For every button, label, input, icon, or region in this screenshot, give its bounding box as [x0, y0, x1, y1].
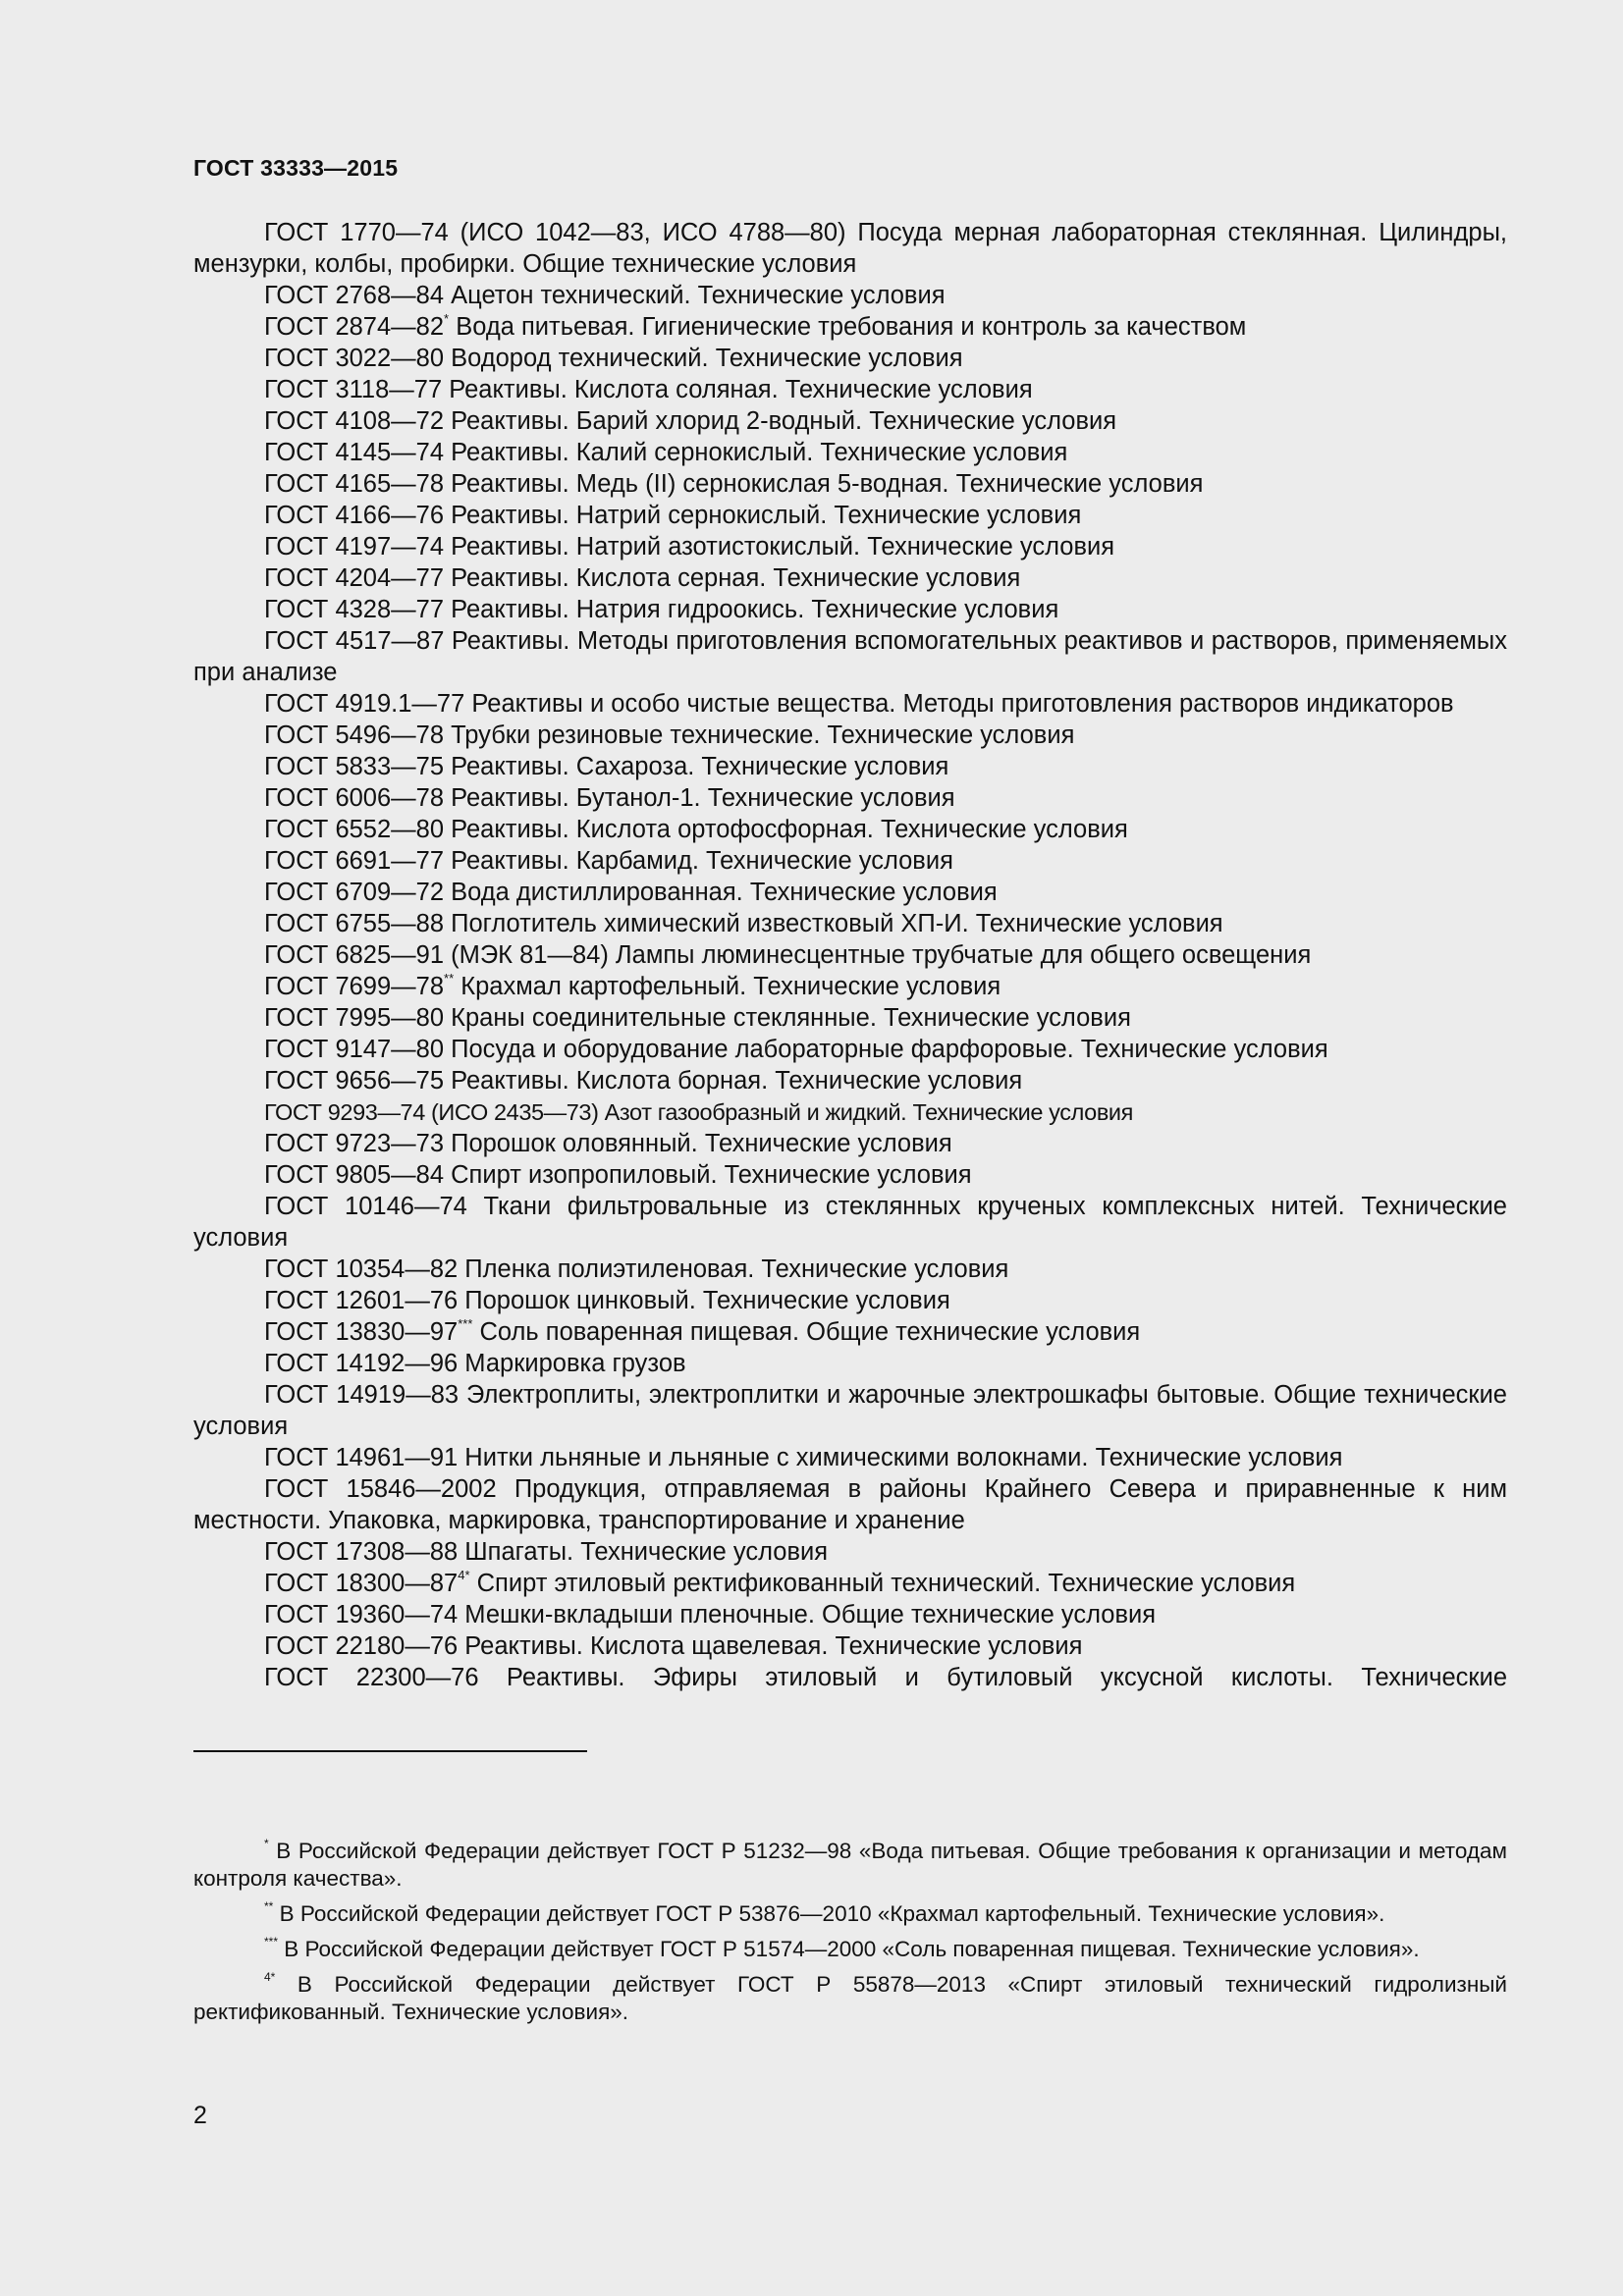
reference-item: ГОСТ 14192—96 Маркировка грузов	[264, 1350, 686, 1377]
footnotes	[193, 1838, 1507, 2034]
page-title: ГОСТ 33333—2015	[193, 155, 399, 181]
reference-item: ГОСТ 4919.1—77 Реактивы и особо чистые вещества. Методы приготовления растворов индикаторов	[264, 690, 1454, 718]
footnote-text: В Российской Федерации действует ГОСТ Р 51574—2000 «Соль поваренная пищевая. Технические условия».	[278, 1937, 1420, 1961]
footnote-text: В Российской Федерации действует ГОСТ Р 53876—2010 «Крахмал картофельный. Технические условия».	[273, 1901, 1385, 1926]
reference-code: ГОСТ 2874—82	[264, 313, 445, 341]
footnote	[193, 1936, 1507, 1963]
footnote-marker: *	[444, 311, 450, 326]
reference-item: ГОСТ 9656—75 Реактивы. Кислота борная. Технические условия	[264, 1067, 1023, 1095]
reference-item: ГОСТ 4108—72 Реактивы. Барий хлорид 2-водный. Технические условия	[264, 407, 1117, 435]
footnote	[193, 1900, 1507, 1928]
footnote	[193, 1838, 1507, 1893]
reference-item: ГОСТ 12601—76 Порошок цинковый. Технические условия	[264, 1287, 950, 1314]
reference-item: ГОСТ 6825—91 (МЭК 81—84) Лампы люминесцентные трубчатые для общего освещения	[264, 941, 1312, 969]
reference-title: Вода питьевая. Гигиенические требования и контроль за качеством	[449, 313, 1247, 341]
footnote-marker: **	[264, 1899, 274, 1913]
reference-item: ГОСТ 14961—91 Нитки льняные и льняные с химическими волокнами. Технические условия	[264, 1444, 1343, 1471]
reference-item: ГОСТ 4204—77 Реактивы. Кислота серная. Технические условия	[264, 564, 1021, 592]
reference-item: ГОСТ 17308—88 Шпагаты. Технические условия	[264, 1538, 829, 1566]
reference-item: ГОСТ 9293—74 (ИСО 2435—73) Азот газообразный и жидкий. Технические условия	[264, 1099, 1133, 1125]
reference-item: ГОСТ 2768—84 Ацетон технический. Технические условия	[264, 282, 946, 309]
reference-item: ГОСТ 6755—88 Поглотитель химический известковый ХП-И. Технические условия	[264, 910, 1223, 937]
footnote	[193, 1971, 1507, 2026]
reference-item: ГОСТ 6552—80 Реактивы. Кислота ортофосфорная. Технические условия	[264, 816, 1128, 843]
reference-item	[193, 1568, 1507, 1599]
reference-title: Спирт этиловый ректификованный технический. Технические условия	[469, 1570, 1296, 1597]
footnote-marker: **	[444, 971, 455, 986]
reference-item: ГОСТ 10354—82 Пленка полиэтиленовая. Технические условия	[264, 1255, 1009, 1283]
reference-item: ГОСТ 4517—87 Реактивы. Методы приготовления вспомогательных реактивов и растворов, применяемых при анализе	[193, 627, 1507, 686]
reference-item: ГОСТ 14919—83 Электроплиты, электроплитки и жарочные электрошкафы бытовые. Общие технические условия	[193, 1381, 1507, 1440]
reference-item: ГОСТ 10146—74 Ткани фильтровальные из стеклянных крученых комплексных нитей. Технические условия	[193, 1193, 1507, 1252]
footnote-text: В Российской Федерации действует ГОСТ Р 51232—98 «Вода питьевая. Общие требования к организации и методам контроля качества».	[193, 1839, 1507, 1891]
reference-item: ГОСТ 4165—78 Реактивы. Медь (II) сернокислая 5-водная. Технические условия	[264, 470, 1204, 498]
reference-item: ГОСТ 9805—84 Спирт изопропиловый. Технические условия	[264, 1161, 972, 1189]
reference-item: ГОСТ 15846—2002 Продукция, отправляемая в районы Крайнего Севера и приравненные к ним местности. Упаковка, маркировка, транспортирование и хранение	[193, 1475, 1507, 1534]
footnote-marker: 4*	[458, 1568, 470, 1582]
reference-item: ГОСТ 6709—72 Вода дистиллированная. Технические условия	[264, 879, 998, 906]
footnote-marker: ***	[458, 1316, 473, 1331]
reference-code: ГОСТ 18300—87	[264, 1570, 459, 1597]
reference-item: ГОСТ 4197—74 Реактивы. Натрий азотистокислый. Технические условия	[264, 533, 1115, 561]
reference-item: ГОСТ 6006—78 Реактивы. Бутанол-1. Технические условия	[264, 784, 955, 812]
reference-item: ГОСТ 5496—78 Трубки резиновые технические. Технические условия	[264, 721, 1075, 749]
footnote-marker: *	[264, 1837, 269, 1850]
reference-item: ГОСТ 7995—80 Краны соединительные стеклянные. Технические условия	[264, 1004, 1131, 1032]
reference-item: ГОСТ 5833—75 Реактивы. Сахароза. Технические условия	[264, 753, 949, 780]
reference-item: ГОСТ 3118—77 Реактивы. Кислота соляная. Технические условия	[264, 376, 1033, 403]
footnote-text: В Российской Федерации действует ГОСТ Р 55878—2013 «Спирт этиловый технический гидролизный ректификованный. Технические условия».	[193, 1972, 1507, 2024]
reference-item	[193, 311, 1507, 343]
footnote-marker: 4*	[264, 1970, 276, 1984]
reference-item: ГОСТ 22300—76 Реактивы. Эфиры этиловый и бутиловый уксусной кислоты. Технические	[264, 1664, 1507, 1691]
reference-code: ГОСТ 7699—78	[264, 973, 445, 1000]
reference-item: ГОСТ 1770—74 (ИСО 1042—83, ИСО 4788—80) Посуда мерная лабораторная стеклянная. Цилиндры, мензурки, колбы, пробирки. Общие технические условия	[193, 219, 1507, 278]
reference-item	[193, 971, 1507, 1002]
reference-item: ГОСТ 9147—80 Посуда и оборудование лабораторные фарфоровые. Технические условия	[264, 1036, 1328, 1063]
reference-item: ГОСТ 19360—74 Мешки-вкладыши пленочные. Общие технические условия	[264, 1601, 1157, 1629]
reference-code: ГОСТ 13830—97	[264, 1318, 459, 1346]
reference-item: ГОСТ 3022—80 Водород технический. Технические условия	[264, 345, 963, 372]
reference-item	[193, 1316, 1507, 1348]
reference-item: ГОСТ 9723—73 Порошок оловянный. Технические условия	[264, 1130, 952, 1157]
reference-item: ГОСТ 4166—76 Реактивы. Натрий сернокислый. Технические условия	[264, 502, 1082, 529]
footnote-marker: ***	[264, 1935, 279, 1949]
page-number: 2	[193, 2102, 207, 2129]
normative-references	[193, 217, 1507, 1693]
reference-item: ГОСТ 22180—76 Реактивы. Кислота щавелевая. Технические условия	[264, 1632, 1083, 1660]
reference-item: ГОСТ 4145—74 Реактивы. Калий сернокислый. Технические условия	[264, 439, 1068, 466]
reference-title: Соль поваренная пищевая. Общие технические условия	[472, 1318, 1141, 1346]
reference-title: Крахмал картофельный. Технические условия	[454, 973, 1001, 1000]
reference-item: ГОСТ 6691—77 Реактивы. Карбамид. Технические условия	[264, 847, 953, 875]
footnote-separator	[193, 1750, 587, 1752]
reference-item: ГОСТ 4328—77 Реактивы. Натрия гидроокись. Технические условия	[264, 596, 1059, 623]
